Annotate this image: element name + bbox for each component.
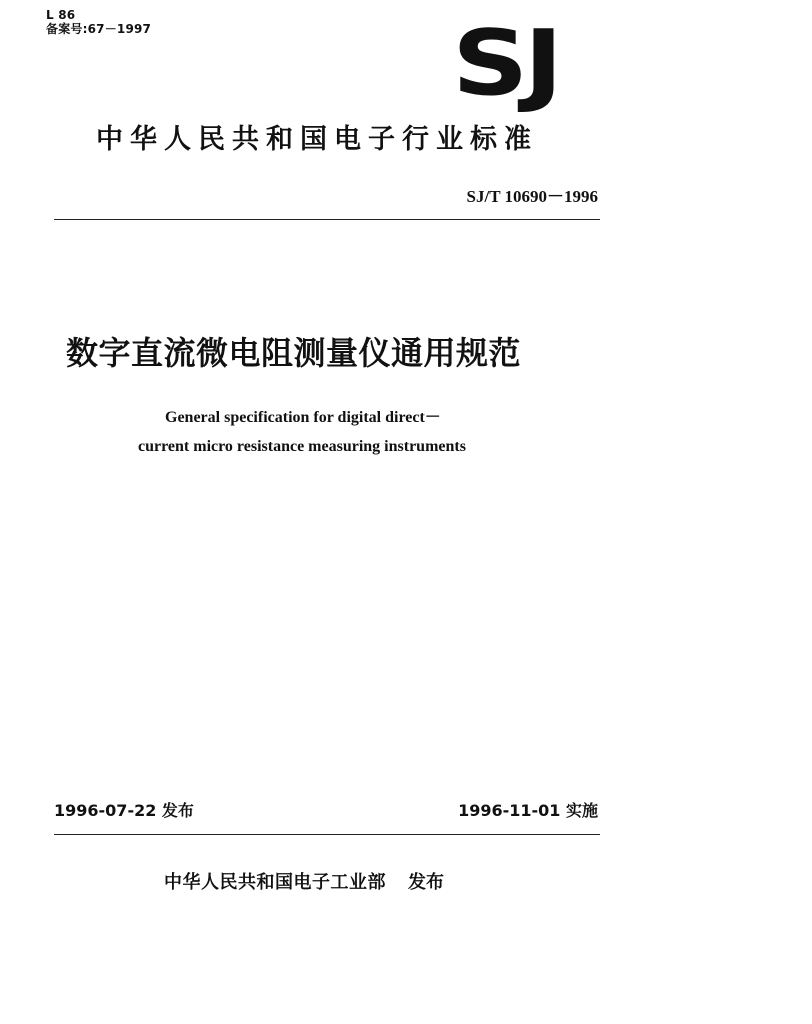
issuer-name: 中华人民共和国电子工业部	[164, 872, 386, 893]
document-title-english-line-1: General specification for digital direct－	[165, 409, 441, 426]
bottom-divider	[54, 834, 600, 835]
document-title-chinese: 数字直流微电阻测量仪通用规范	[66, 334, 522, 372]
issue-date: 1996-07-22 发布	[54, 801, 194, 820]
sj-logo	[452, 11, 602, 116]
sj-logo-text: SJ	[452, 11, 559, 116]
classification-code: L 86	[46, 8, 76, 22]
issuer-action: 发布	[408, 872, 444, 893]
implementation-date: 1996-11-01 实施	[458, 801, 598, 820]
standard-code: SJ/T 10690－1996	[466, 187, 598, 206]
top-divider	[54, 219, 600, 220]
issuer-line	[164, 870, 444, 896]
document-title-english-line-2: current micro resistance measuring instruments	[138, 438, 466, 455]
organization-title: 中华人民共和国电子行业标准	[96, 124, 538, 155]
filing-number: 备案号:67－1997	[46, 22, 152, 36]
